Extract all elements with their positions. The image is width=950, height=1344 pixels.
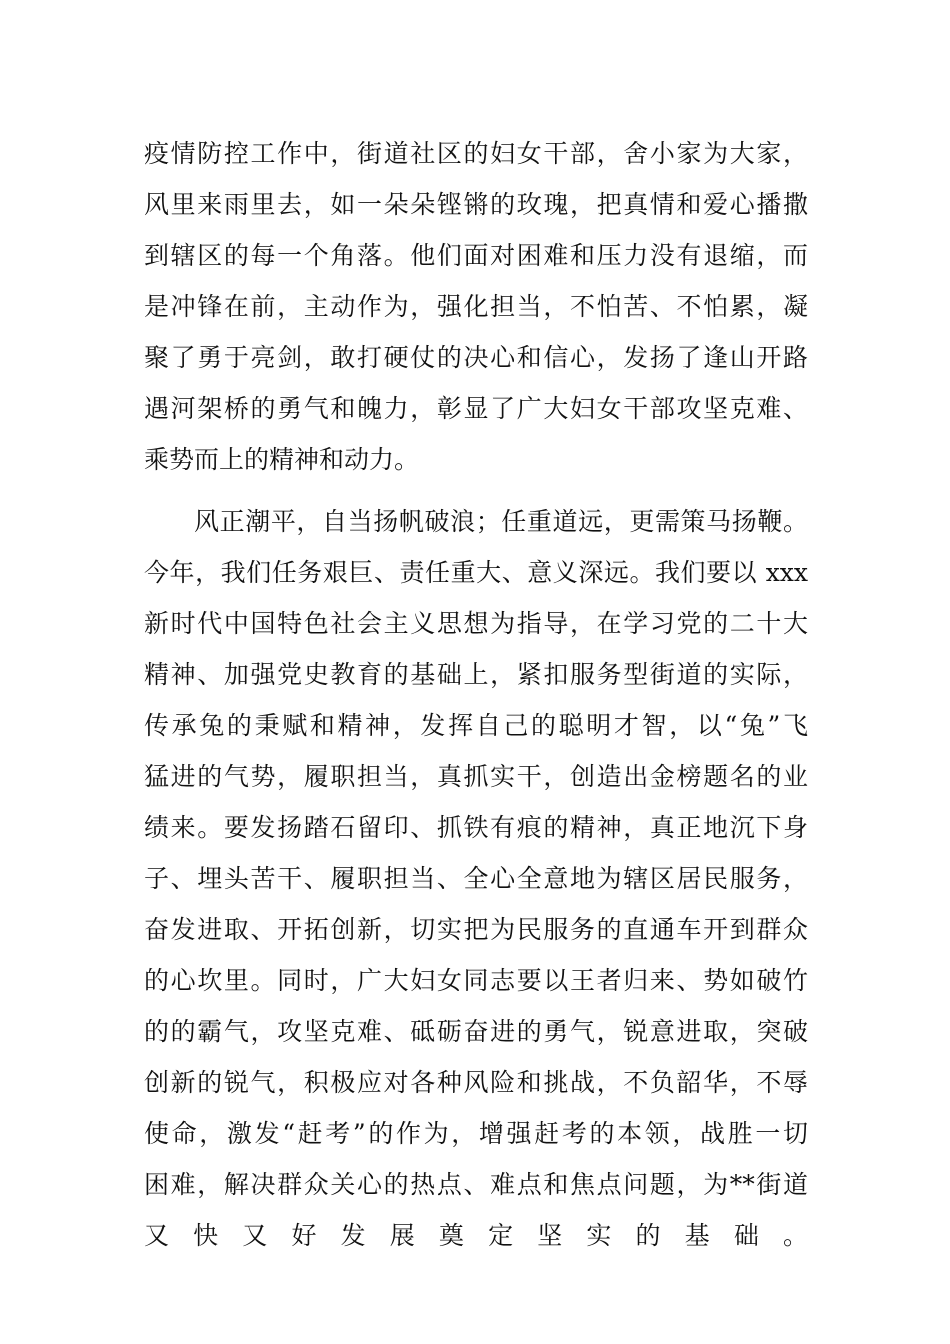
text-line: 使命，激发“赶考”的作为，增强赶考的本领，战胜一切 <box>144 1119 808 1148</box>
text-line: 新时代中国特色社会主义思想为指导，在学习党的二十大 <box>144 609 808 638</box>
text-line: 到辖区的每一个角落。他们面对困难和压力没有退缩，而 <box>144 241 808 270</box>
text-line: 子、埋头苦干、履职担当、全心全意地为辖区居民服务， <box>144 864 808 893</box>
text-line: 聚了勇于亮剑，敢打硬仗的决心和信心，发扬了逢山开路 <box>144 343 808 372</box>
text-line: 创新的锐气，积极应对各种风险和挑战，不负韶华，不辱 <box>144 1068 808 1097</box>
text-line: 风里来雨里去，如一朵朵铿锵的玫瑰，把真情和爱心播撒 <box>144 190 808 219</box>
text-line: 绩来。要发扬踏石留印、抓铁有痕的精神，真正地沉下身 <box>144 813 808 842</box>
text-line: 又快又好发展奠定坚实的基础。 <box>144 1221 808 1250</box>
text-line: 今年，我们任务艰巨、责任重大、意义深远。我们要以 xxx <box>144 558 808 587</box>
text-line: 遇河架桥的勇气和魄力，彰显了广大妇女干部攻坚克难、 <box>144 394 808 423</box>
text-line: 困难，解决群众关心的热点、难点和焦点问题，为**街道 <box>144 1170 808 1199</box>
text-line: 风正潮平，自当扬帆破浪；任重道远，更需策马扬鞭。 <box>194 507 808 536</box>
text-line: 精神、加强党史教育的基础上，紧扣服务型街道的实际， <box>144 660 808 689</box>
paragraph-2 <box>144 496 808 1312</box>
paragraph-gap <box>144 485 808 496</box>
text-line: 奋发进取、开拓创新，切实把为民服务的直通车开到群众 <box>144 915 808 944</box>
text-line: 猛进的气势，履职担当，真抓实干，创造出金榜题名的业 <box>144 762 808 791</box>
text-line: 的的霸气，攻坚克难、砥砺奋进的勇气，锐意进取，突破 <box>144 1017 808 1046</box>
paragraph-1 <box>144 128 808 485</box>
text-line: 是冲锋在前，主动作为，强化担当，不怕苦、不怕累，凝 <box>144 292 808 321</box>
text-line: 的心坎里。同时，广大妇女同志要以王者归来、势如破竹 <box>144 966 808 995</box>
text-line: 乘势而上的精神和动力。 <box>144 445 420 474</box>
text-line <box>144 1261 808 1312</box>
text-line: 疫情防控工作中，街道社区的妇女干部，舍小家为大家， <box>144 139 808 168</box>
body-text <box>144 128 808 1312</box>
text-line: 传承兔的秉赋和精神，发挥自己的聪明才智，以“兔”飞 <box>144 711 808 740</box>
